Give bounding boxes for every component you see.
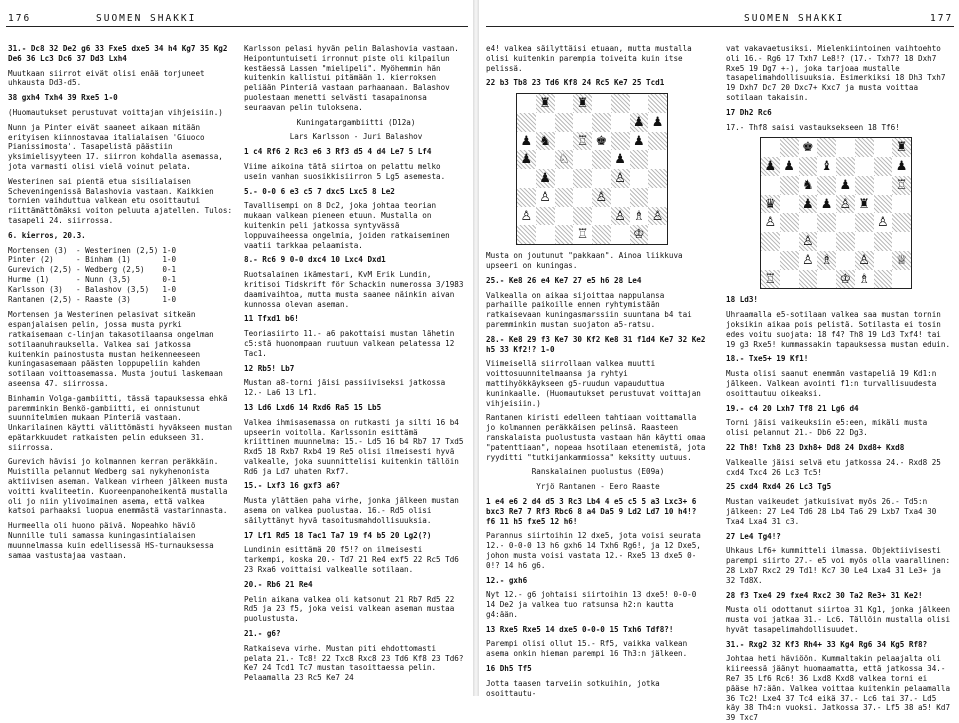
paragraph: Viime aikoina tätä siirtoa on pelattu melko usein vanhan suosikkisiirron 5 Lg5 asemesta. xyxy=(244,161,446,181)
board-square xyxy=(611,188,630,207)
paragraph: vat vakavaetusiksi. Mielenkiintoinen vaihtoehto oli 16.- Rg6 17 Txh7 Le8!? (17.- Txh7? 18 Dxh7 Rxe5 19 Dg7 +-), joka tarjoaa mustalle tasapelimahdollisuuksia. Esimerkiksi 18 Dh3 Txh7 19 Dxh7 Dc7 20 Dxc7+ Kxc7 ja musta voittaa sotilaan takaisin. xyxy=(726,44,951,102)
chess-piece-icon: ♖ xyxy=(573,132,592,151)
move-notation: 8.- Rc6 9 0-0 dxc4 10 Lxc4 Dxd1 xyxy=(244,255,386,265)
chess-piece-icon: ♞ xyxy=(799,176,818,195)
board-square xyxy=(855,213,874,232)
move-notation: 13 Ld6 Lxd6 14 Rxd6 Ra5 15 Lb5 xyxy=(244,402,382,412)
chess-piece-icon: ♖ xyxy=(573,225,592,244)
board-square xyxy=(780,270,799,289)
board-square xyxy=(555,113,574,132)
move-notation: 27 Le4 Tg4!? xyxy=(726,531,781,541)
running-head: SUOMEN SHAKKI xyxy=(96,13,197,24)
chess-piece-icon: ♚ xyxy=(592,132,611,151)
board-square xyxy=(573,188,592,207)
table-row xyxy=(8,285,180,295)
paragraph: Mustan a8-torni jäisi passiiviseksi jatkossa 12.- La6 13 Lf1. xyxy=(244,378,450,398)
paragraph: Musta oli odottanut siirtoa 31 Kg1, jonka jälkeen musta voi jatkaa 31.- Lc6. Tällöin mustalla olisi hyvät tasapelimahdollisuudet. xyxy=(726,605,955,634)
move-notation: 25 cxd4 Rxd4 26 Lc3 Tg5 xyxy=(726,482,832,492)
board-square xyxy=(536,207,555,226)
move-notation: 18 Ld3! xyxy=(726,295,759,305)
board-square xyxy=(555,225,574,244)
board-square xyxy=(817,138,836,157)
table-cell: 0-1 xyxy=(162,265,177,275)
move-notation: 11 Tfxd1 b6! xyxy=(244,314,299,324)
board-square xyxy=(573,207,592,226)
table-cell: Mortensen (3) xyxy=(8,245,68,255)
table-cell: - Wedberg (2,5) xyxy=(76,265,145,275)
chess-piece-icon: ♜ xyxy=(855,195,874,214)
game-heading: Kuningatargambiitti (D12a) xyxy=(296,117,416,127)
column-text xyxy=(726,44,954,132)
chess-piece-icon: ♟ xyxy=(817,195,836,214)
results-body xyxy=(8,246,180,305)
move-notation: 28.- Ke8 29 f3 Ke7 30 Kf2 Ke8 31 f1d4 Ke7 32 Ke2 h5 33 Kf2!? 1-0 xyxy=(486,334,711,354)
table-cell: 0-1 xyxy=(162,274,177,284)
paragraph: Muutkaan siirrot eivät olisi enää torjuneet uhkausta Dd3-d5. xyxy=(8,68,210,88)
paragraph: Tavallisempi on 8 Dc2, joka johtaa teorian mukaan valkean pieneen etuun. Mustalla on kuitenkin peli jatkossa syntyvässä loppuvaiheessa ongelmia, joiden ratkaiseminen vaatii tarkkaa pelaamista. xyxy=(244,201,455,250)
chess-piece-icon: ♟ xyxy=(630,113,649,132)
board-square xyxy=(536,113,555,132)
board-square xyxy=(630,169,649,188)
move-notation: 13 Rxe5 Rxe5 14 dxe5 0-0-0 15 Txh6 Tdf8?! xyxy=(486,624,674,634)
move-notation: 31.- Rxg2 32 Kf3 Rh4+ 33 Kg4 Rg6 34 Kg5 Rf8? xyxy=(726,639,928,649)
board-square xyxy=(592,150,611,169)
right-page xyxy=(482,0,959,723)
table-cell: 1-0 xyxy=(162,245,177,255)
board-square xyxy=(780,176,799,195)
board-square xyxy=(799,213,818,232)
chess-piece-icon: ♙ xyxy=(648,207,667,226)
header-rule xyxy=(6,26,468,27)
move-notation: 22 Th8! Txh8 23 Dxh8+ Dd8 24 Dxd8+ Kxd8 xyxy=(726,442,905,452)
move-notation: 20.- Rb6 21 Re4 xyxy=(244,579,313,589)
paragraph: Karlsson pelasi hyvän pelin Balashovia vastaan. Heipontuntuiseti irronnut piste oli kilpailun kestäessä Lassen "mielipeli". Myöhemmin hän kuitenkin kallistui pitämään 1. kierroksen peliään Pinteriä vastaan parhaanaan. Balashov puolestaan menetti selvästi tasapainonsa seuraavan pelin tuloksena. xyxy=(244,44,464,112)
board-square xyxy=(874,251,893,270)
board-square xyxy=(555,207,574,226)
board-square xyxy=(630,150,649,169)
board-square xyxy=(836,213,855,232)
chess-piece-icon: ♟ xyxy=(648,113,667,132)
board-square xyxy=(874,176,893,195)
column-text xyxy=(486,44,710,88)
board-square xyxy=(892,232,911,251)
right-page-column-2 xyxy=(726,44,955,723)
move-notation: 18.- Txe5+ 19 Kf1! xyxy=(726,354,809,364)
paragraph: Hurmeella oli huono päivä. Nopeahko häviö Nunnille tuli samassa kuningasintialaisen muunnelmassa kuin edellisessä HS-turnauksessa samaa vastustajaa vastaan. xyxy=(8,521,219,560)
move-notation: 31.- Dc8 32 De2 g6 33 Fxe5 dxe5 34 h4 Kg7 35 Kg2 De6 36 Lc3 Dc6 37 Dd3 Lxh4 xyxy=(8,44,233,63)
board-square xyxy=(780,195,799,214)
board-square xyxy=(874,138,893,157)
board-square xyxy=(836,157,855,176)
chess-piece-icon: ♟ xyxy=(630,132,649,151)
chess-piece-icon: ♙ xyxy=(611,207,630,226)
move-notation: 21.- g6? xyxy=(244,629,281,639)
board-square xyxy=(592,113,611,132)
table-cell: - Nunn (3,5) xyxy=(76,274,131,284)
left-page xyxy=(0,0,470,696)
board-square xyxy=(855,232,874,251)
chess-piece-icon: ♖ xyxy=(761,270,780,289)
board-square xyxy=(892,270,911,289)
board-square xyxy=(761,232,780,251)
chess-piece-icon: ♙ xyxy=(761,213,780,232)
board-square xyxy=(648,132,667,151)
paragraph: Mustan vaikeudet jatkuisivat myös 26.- Td5:n jälkeen: 27 Le4 Td6 28 Lb4 Ta6 29 Lxb7 Txa4 30 Txa4 Lxa4 31 c3. xyxy=(726,497,941,526)
chess-piece-icon: ♗ xyxy=(817,251,836,270)
chess-piece-icon: ♟ xyxy=(761,157,780,176)
board-square xyxy=(517,188,536,207)
paragraph: Musta olisi saanut enemmän vastapeliä 19 Kd1:n jälkeen. Valkean avointi f1:n turvallisuudesta osoittautuu oikeaksi. xyxy=(726,369,941,398)
board-square xyxy=(517,113,536,132)
board-square xyxy=(648,225,667,244)
chess-piece-icon: ♕ xyxy=(892,251,911,270)
paragraph: 17.- Thf8 saisi vastauksekseen 18 Tf6! xyxy=(726,122,900,132)
paragraph: Teoriasiirto 11.- a6 pakottaisi mustan lähetin c5:stä huonompaan ruutuun valkean pelatessa 12 Tac1. xyxy=(244,329,459,358)
chess-piece-icon: ♙ xyxy=(517,207,536,226)
chess-piece-icon: ♗ xyxy=(630,207,649,226)
table-row xyxy=(8,255,180,265)
board-square xyxy=(648,150,667,169)
chess-piece-icon: ♔ xyxy=(630,225,649,244)
move-notation: 17 Lf1 Rd5 18 Tac1 Ta7 19 f4 b5 20 Lg2(?) xyxy=(244,530,432,540)
chess-piece-icon: ♟ xyxy=(892,157,911,176)
table-row xyxy=(8,265,180,275)
board-square xyxy=(555,169,574,188)
board-square xyxy=(836,138,855,157)
table-cell: - Binham (1) xyxy=(76,255,131,265)
board-square xyxy=(630,94,649,113)
right-page-column-1 xyxy=(486,44,711,698)
board-square xyxy=(817,232,836,251)
table-cell: Karlsson (3) xyxy=(8,284,63,294)
table-cell: Rantanen (2,5) xyxy=(8,294,73,304)
paragraph: Uhraamalla e5-sotilaan valkea saa mustan tornin joksikin aikaa pois pelistä. Sotilasta ei tosin edes voitu suojata: 18 f4? Th8 19 Ld3 Txf4! tai 19 g3 Rxe5! kummassakin tapauksessa mustan eduin. xyxy=(726,310,951,349)
table-cell: - Balashov (3,5) xyxy=(76,284,150,294)
board-square xyxy=(817,213,836,232)
paragraph: Musta on joutunut "pakkaan". Ainoa liikkuva upseeri on kuningas. xyxy=(486,251,688,270)
chess-piece-icon: ♜ xyxy=(536,94,555,113)
move-notation: 19.- c4 20 Lxh7 Tf8 21 Lg6 d4 xyxy=(726,403,859,413)
chess-diagram-2 xyxy=(760,137,912,289)
paragraph: Valkea ihmisasemassa on rutkasti ja silti 16 b4 upseerin voitolla. Karlssonin esittämä kriittinen muunnelma: 15.- Ld5 16 b4 Rb7 17 Txd5 Rxd5 18 Rxb7 Rxb4 19 Re5 olisi ilmeisesti hyvä valkealle, joka suunnittelisi kuitenkin tällöin Rd6 ja Ld7 uhaten Rxf7. xyxy=(244,417,469,476)
board-square xyxy=(780,232,799,251)
game-heading: Lars Karlsson - Juri Balashov xyxy=(289,132,423,142)
move-notation: 12.- gxh6 xyxy=(486,575,528,585)
table-cell: Pinter (2) xyxy=(8,255,54,265)
header-rule xyxy=(486,26,954,27)
board-square xyxy=(630,188,649,207)
board-square xyxy=(817,176,836,195)
board-square xyxy=(761,251,780,270)
move-notation: 6. kierros, 20.3. xyxy=(8,230,86,240)
board-square xyxy=(555,94,574,113)
move-notation: 15.- Lxf3 16 gxf3 a6? xyxy=(244,481,341,491)
move-notation: 1 c4 Rf6 2 Rc3 e6 3 Rf3 d5 4 d4 Le7 5 Lf4 xyxy=(244,147,432,157)
running-head: SUOMEN SHAKKI xyxy=(744,13,845,24)
column-text xyxy=(8,44,237,241)
page-number: 176 xyxy=(8,13,32,24)
chess-piece-icon: ♖ xyxy=(892,176,911,195)
paragraph: Pelin aikana valkea oli katsonut 21 Rb7 Rd5 22 Rd5 ja 23 f5, joka veisi valkean aseman mustaa puolustusta. xyxy=(244,594,459,624)
paragraph: Musta ylättäen paha virhe, jonka jälkeen mustan asema on valkea puolustaa. 16.- Rd5 olisi säilyttänyt hyvä tasoitusmahdollisuuksia. xyxy=(244,496,464,525)
paragraph: Nunn ja Pinter eivät saaneet aikaan mitään erityisen kiinnostavaa italialaisen 'Giuoco Pianissimosta'. Tasapelistä päästiin yksimielisyyteen 17. siirron kohdalla asemassa, jota varmasti olisi vielä voinut pelata. xyxy=(8,122,228,171)
board-square xyxy=(817,270,836,289)
chess-piece-icon: ♙ xyxy=(592,188,611,207)
board-square xyxy=(555,132,574,151)
board-square xyxy=(517,169,536,188)
table-row xyxy=(8,295,180,305)
paragraph: Lundinin esittämä 20 f5!? on ilmeisesti tarkempi, koska 20.- Td7 21 Re4 exf5 22 Rc5 Td6 23 Rxa6 voittaisi valkealle sotilaan. xyxy=(244,545,464,575)
chess-piece-icon: ♙ xyxy=(874,213,893,232)
board-square xyxy=(874,232,893,251)
paragraph: Viimeisellä siirrollaan valkea muutti voittosuunnitelmaansa ja ryhtyi mattihyökkäykseen g5-ruudun vapauduttua kuninkaalle. (Huomautukset perustuvat voittajan vihjeisiin.) xyxy=(486,359,706,408)
board-square xyxy=(892,195,911,214)
board-square xyxy=(874,270,893,289)
column-text xyxy=(244,44,468,683)
left-page-column-1 xyxy=(8,44,237,690)
paragraph: Valkealla on aikaa sijoittaa nappulansa parhaille paikoille ennen ryhtymistään ratkaisevaan kuningasmarssiin suuntana b4 tai paremminkin mustan suojaton a5-ratsu. xyxy=(486,290,697,329)
move-notation: 12 Rb5! Lb7 xyxy=(244,363,295,373)
chess-piece-icon: ♙ xyxy=(799,232,818,251)
book-gutter xyxy=(473,0,479,696)
paragraph: Binhamin Volga-gambiitti, tässä tapauksessa ehkä paremminkin Benkö-gambiitti, ei onnistunut suunnitelmien mukaan Pinteriä vastaan. Unkarilainen käytti välittömästi hyväkseen mustan epätarkkuudet ratkaisten pelin edukseen 31. siirrossa. xyxy=(8,393,237,452)
column-text-after xyxy=(726,295,954,723)
chess-piece-icon: ♟ xyxy=(780,157,799,176)
board-square xyxy=(592,169,611,188)
board-square xyxy=(836,232,855,251)
paragraph: Mortensen ja Westerinen pelasivat sitkeän espanjalaisen pelin, jossa musta pyrki ratkaisemaan c-linjan takasotilaansa ongelman sotilaanuhrauksella. Valkea sai jatkossa kuitenkin painostusta mustan heikenneeseen kuningasasemaan päästen loppupeliin kahden sotilaan voittoasemassa. Musta joutui laskemaan aseensa 47. siirrossa. xyxy=(8,310,228,388)
paragraph: Nyt 12.- g6 johtaisi siirtoihin 13 dxe5! 0-0-0 14 De2 ja valkea tuo ratsunsa h2:n kautta g4:ään. xyxy=(486,590,701,619)
chess-piece-icon: ♛ xyxy=(761,195,780,214)
table-cell: - Westerinen (2,5) xyxy=(76,245,159,255)
chess-diagram-1 xyxy=(516,93,668,245)
table-cell: 1-0 xyxy=(162,284,177,294)
chess-piece-icon: ♗ xyxy=(855,270,874,289)
paragraph: Parannus siirtoihin 12 dxe5, jota voisi seurata 12.- 0-0-0 13 h6 gxh6 14 Txh6 Rg6!, ja 12 Dxe5, johon musta voisi vastata 12.- Rxe5 13 dxe5 0-0!? 14 h6 g6. xyxy=(486,531,706,570)
chess-piece-icon: ♟ xyxy=(836,176,855,195)
board-square xyxy=(573,150,592,169)
chess-piece-icon: ♞ xyxy=(536,132,555,151)
board-square xyxy=(874,195,893,214)
chess-piece-icon: ♟ xyxy=(611,150,630,169)
paragraph: Jotta taasen tarveiin sotkuihin, jotka osoittautu- xyxy=(486,678,665,698)
chess-piece-icon: ♘ xyxy=(555,150,574,169)
board-square xyxy=(892,213,911,232)
game-heading: Yrjö Rantanen - Eero Raaste xyxy=(536,482,660,492)
board-square xyxy=(573,113,592,132)
board-square xyxy=(611,113,630,132)
move-notation: 25.- Ke8 26 e4 Ke7 27 e5 h6 28 Le4 xyxy=(486,275,642,285)
board-square xyxy=(836,251,855,270)
board-square xyxy=(536,150,555,169)
move-notation: 22 b3 Tb8 23 Td6 Kf8 24 Rc5 Ke7 25 Tcd1 xyxy=(486,78,665,88)
move-notation: 38 gxh4 Txh4 39 Rxe5 1-0 xyxy=(8,93,118,103)
move-notation: 5.- 0-0 6 e3 c5 7 dxc5 Lxc5 8 Le2 xyxy=(244,186,395,196)
board-square xyxy=(611,94,630,113)
chess-piece-icon: ♙ xyxy=(799,251,818,270)
paragraph: Ratkaiseva virhe. Mustan piti ehdottomasti pelata 21.- Tc8! 22 Txc8 Rxc8 23 Td6 Kf8 23 Td6? Ke7 24 Tcd1 Tc7 mustan tasoittaessa pelin. Pelaamalla 23 Rc5 Ke7 24 xyxy=(244,643,469,683)
board-square xyxy=(799,270,818,289)
chess-piece-icon: ♙ xyxy=(855,251,874,270)
table-cell: 1-0 xyxy=(162,255,177,265)
chess-piece-icon: ♜ xyxy=(573,94,592,113)
move-notation: 17 Dh2 Rc6 xyxy=(726,107,772,117)
board-square xyxy=(611,132,630,151)
board-square xyxy=(573,169,592,188)
chess-piece-icon: ♟ xyxy=(517,132,536,151)
board-square xyxy=(855,138,874,157)
game-heading: Ranskalainen puolustus (E09a) xyxy=(531,467,665,477)
move-notation: 28 f3 Txe4 29 fxe4 Rxc2 30 Ta2 Re3+ 31 Ke2! xyxy=(726,590,923,600)
board-square xyxy=(648,169,667,188)
board-square xyxy=(855,176,874,195)
chess-piece-icon: ♟ xyxy=(517,150,536,169)
move-notation: 1 e4 e6 2 d4 d5 3 Rc3 Lb4 4 e5 c5 5 a3 Lxc3+ 6 bxc3 Re7 7 Rf3 Rbc6 8 a4 Da5 9 Ld2 Ld7 10 h4!? f6 11 h5 fxe5 12 h6! xyxy=(486,496,701,526)
paragraph: Parempi olisi ollut 15.- Rf5, vaikka valkean asema onkin hieman parempi 16 Th3:n jälkeen. xyxy=(486,639,692,659)
board-square xyxy=(780,251,799,270)
chess-piece-icon: ♚ xyxy=(799,138,818,157)
paragraph: (Huomautukset perustuvat voittajan vihjeisiin.) xyxy=(8,107,223,117)
table-cell: 1-0 xyxy=(162,294,177,304)
paragraph: Valkealle jäisi selvä etu jatkossa 24.- Rxd8 25 cxd4 Txc4 26 Lc3 Tc5! xyxy=(726,457,946,477)
board-square xyxy=(761,176,780,195)
table-cell: Hurme (1) xyxy=(8,274,50,284)
table-cell: - Raaste (3) xyxy=(76,294,131,304)
board-square xyxy=(592,207,611,226)
board-square xyxy=(611,225,630,244)
board-square xyxy=(517,225,536,244)
chess-piece-icon: ♝ xyxy=(817,157,836,176)
paragraph: e4! valkea säilyttäisi etuaan, mutta mustalla olisi kuitenkin parempia toiveita kuin itse pelissä. xyxy=(486,44,697,73)
chess-piece-icon: ♜ xyxy=(892,138,911,157)
page-number: 177 xyxy=(930,13,954,24)
left-page-column-2 xyxy=(244,44,468,690)
paragraph: Torni jäisi vaikeuksiin e5:een, mikäli musta olisi pelannut 21.- Db6 22 Dg3. xyxy=(726,418,932,438)
chess-piece-icon: ♙ xyxy=(836,195,855,214)
board-square xyxy=(780,138,799,157)
board-square xyxy=(874,157,893,176)
paragraph: Ruotsalainen ikämestari, KvM Erik Lundin, kritisoi Tidskrift för Schackin numerossa 3/1983 daamivaihtoa, mutta musta saanee näinkin aivan kunnossa olevan aseman. xyxy=(244,270,469,309)
board-square xyxy=(799,157,818,176)
board-square xyxy=(855,157,874,176)
paragraph: Uhkaus Lf6+ kummitteli ilmassa. Objektiivisesti parempi siirto 27.- e5 voi myös olla vaarallinen: 28 Lxb7 Rxc2 29 Td1! Kc7 30 Le4 Lxa4 31 Le3+ ja 32 Td8X. xyxy=(726,546,955,585)
move-notation: 16 Dh5 Tf5 xyxy=(486,664,532,674)
paragraph: Johtaa heti häviöön. Kummaltakin pelaajalta oli kiireessä jäänyt huomaamatta, että jatkossa 34.- Re7 35 Lf6 Rc6! 36 Lxd8 Kxd8 valkea torni ei pääse h7:ään. Valkea voittaa kuitenkin pelaamalla 36 Tc2! Lxe4 37 Tc4 eikä 37.- Lc6 tai 37.- Ld5 käy 38 Th4:n vuoksi. Jatkossa 37.- Lf5 38 a5! Kd7 39 Txc7 xyxy=(726,654,955,723)
table-cell: Gurevich (2,5) xyxy=(8,265,73,275)
board-square xyxy=(555,188,574,207)
table-row xyxy=(8,246,180,256)
chess-piece-icon: ♙ xyxy=(611,169,630,188)
chess-piece-icon: ♟ xyxy=(799,195,818,214)
column-text-after xyxy=(486,251,710,698)
board-square xyxy=(592,94,611,113)
paragraph: Gurevich hävisi jo kolmannen kerran peräkkäin. Muistilla pelannut Wedberg sai nykyhenonista aktiivisen aseman. Valkean virheen jälkeen musta voitti kvaliteetin. Kuoreenpanoheikentä mustalla oli jo niin ylivoimainen asema, että valkea katsoi parhaaksi luopua enemmästä vastarinnasta. xyxy=(8,457,233,516)
chess-piece-icon: ♙ xyxy=(536,188,555,207)
column-text-after xyxy=(8,310,237,560)
board-square xyxy=(761,138,780,157)
board-square xyxy=(780,213,799,232)
paragraph: Westerinen sai pientä etua sisilialaisen Scheveningenissä Balashovia vastaan. Kaikkien tornien vaihduttua valkean etu osoittautui riittämättömäksi voiton peluuta ajatellen. Tulos: tasapeli 24. siirrossa. xyxy=(8,176,237,225)
table-row xyxy=(8,275,180,285)
board-square xyxy=(648,188,667,207)
paragraph: Rantanen kiristi edelleen tahtiaan voittamalla jo kolmannen peräkkäisen pelinsä. Raasteen ranskalaista puolustusta vastaan hän käytti omaa "patenttiaan", nopeaa hsotilaan etenemistä, jota ryyditti "tutkijankammiossa" keksitty uutuus. xyxy=(486,413,711,462)
board-square xyxy=(648,94,667,113)
chess-piece-icon: ♔ xyxy=(836,270,855,289)
board-square xyxy=(536,225,555,244)
chess-piece-icon: ♟ xyxy=(536,169,555,188)
board-square xyxy=(517,94,536,113)
round-results-table xyxy=(8,246,180,305)
board-square xyxy=(592,225,611,244)
